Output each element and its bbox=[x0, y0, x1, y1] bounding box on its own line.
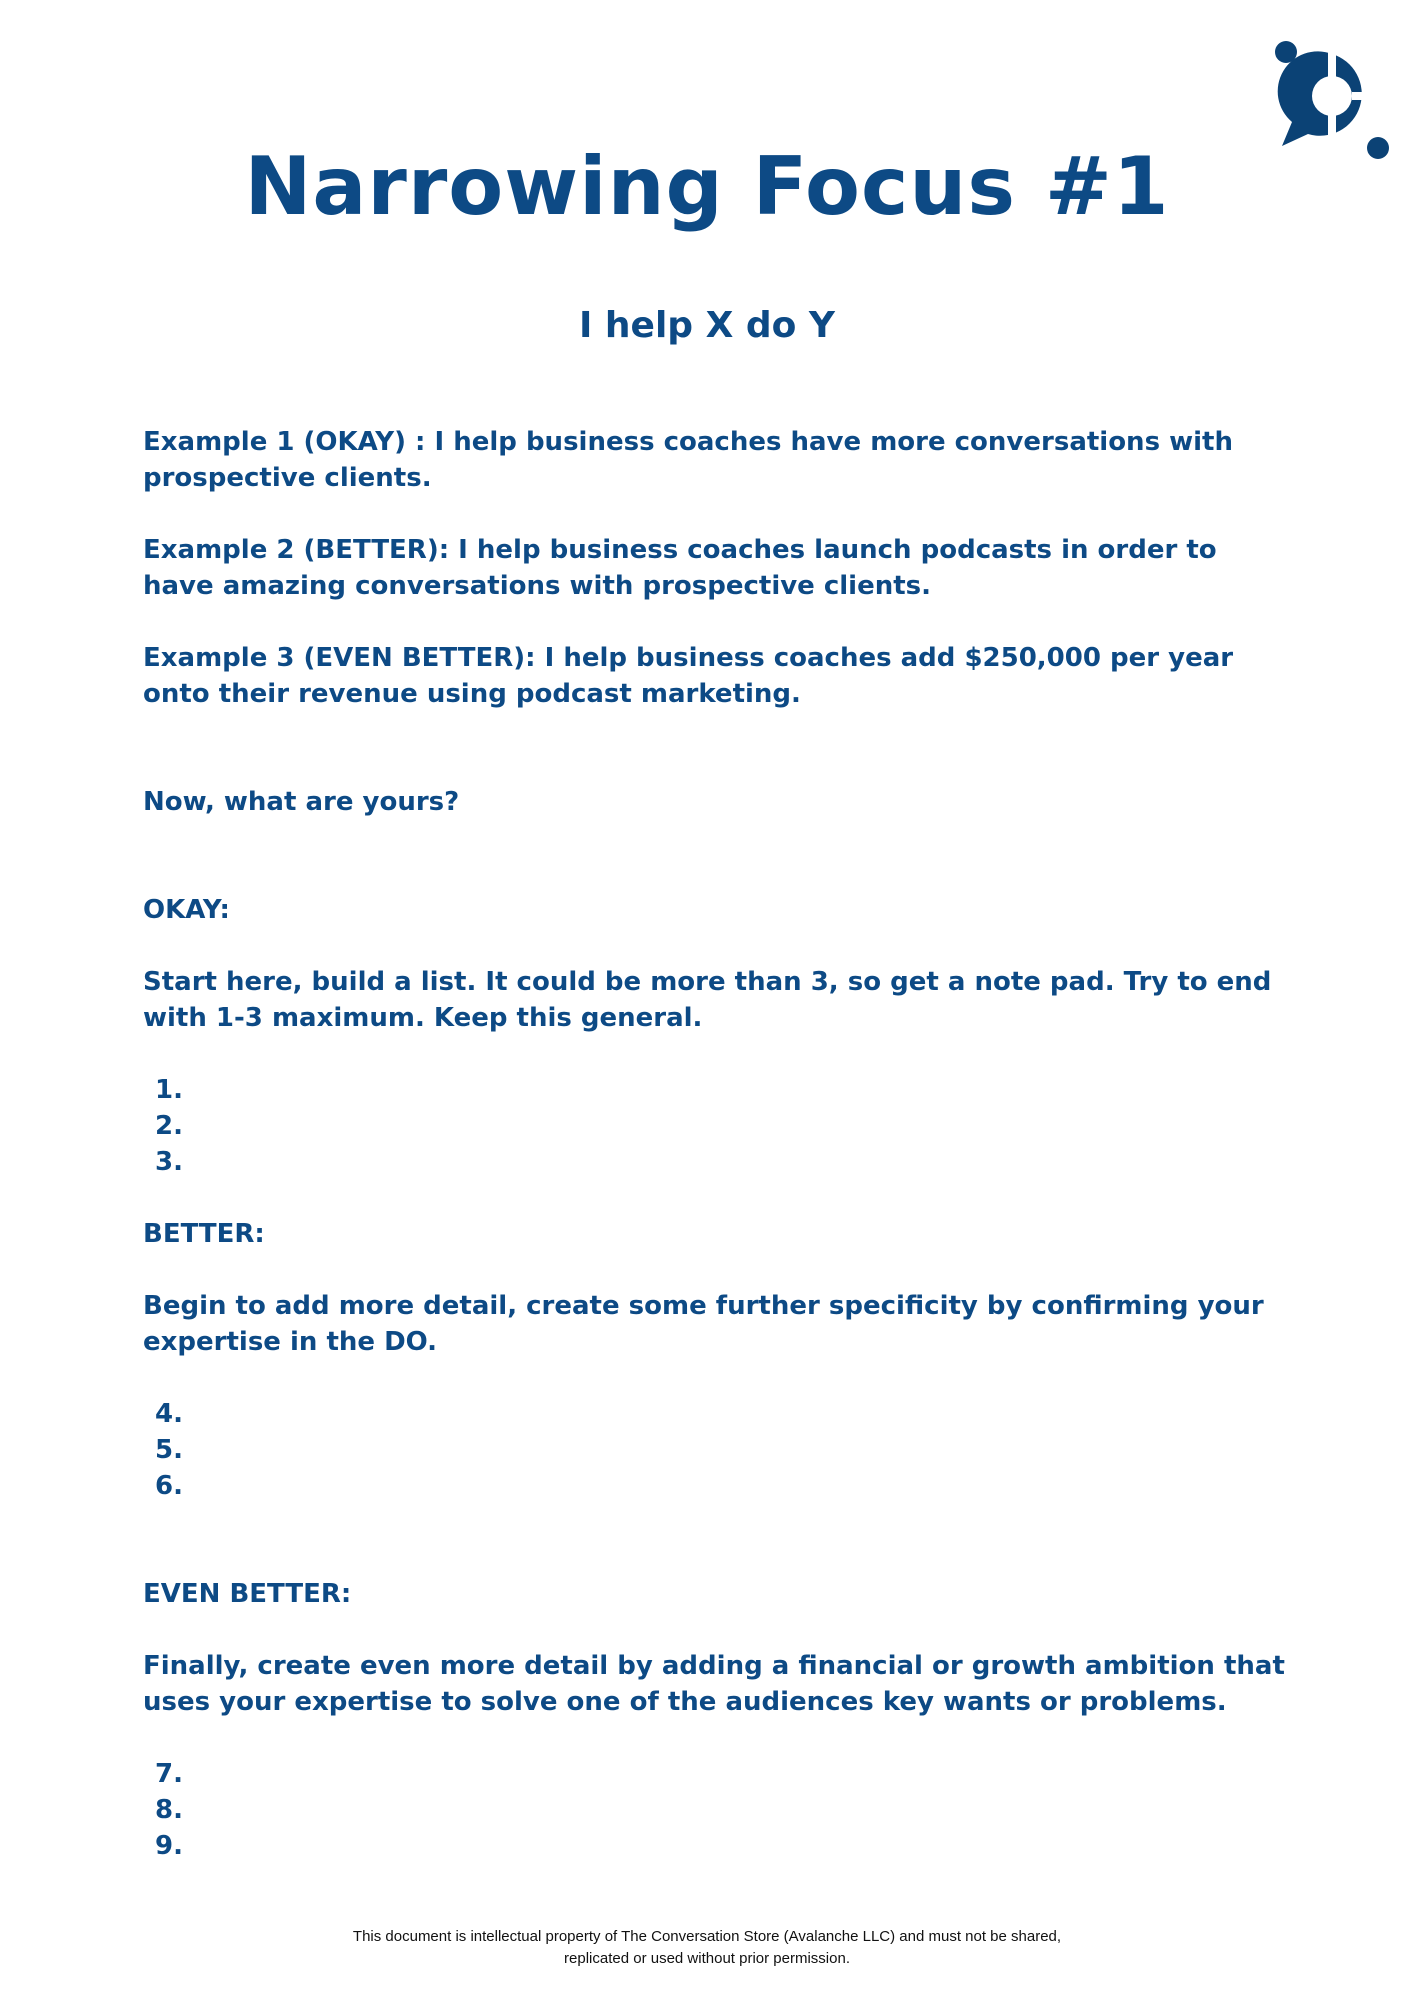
list-item: 8. bbox=[155, 1795, 183, 1825]
list-better bbox=[155, 1396, 183, 1504]
list-item: 4. bbox=[155, 1399, 183, 1429]
list-item: 3. bbox=[155, 1147, 183, 1177]
page-subtitle: I help X do Y bbox=[578, 305, 835, 346]
list-item: 5. bbox=[155, 1435, 183, 1465]
section-heading-even-better: EVEN BETTER: bbox=[143, 1579, 352, 1609]
footer-copyright bbox=[0, 1926, 1414, 1970]
footer-line-2: replicated or used without prior permission. bbox=[564, 1950, 850, 1967]
section-instruction-okay: Start here, build a list. It could be more than 3, so get a note pad. Try to end with 1-3 maximum. Keep this general. bbox=[143, 967, 1272, 1033]
prompt-text: Now, what are yours? bbox=[143, 787, 460, 817]
list-even-better bbox=[155, 1756, 183, 1864]
section-heading-okay: OKAY: bbox=[143, 895, 230, 925]
section-instruction-better: Begin to add more detail, create some further specificity by confirming your expertise in the DO. bbox=[143, 1291, 1264, 1357]
section-heading-better: BETTER: bbox=[143, 1219, 265, 1249]
list-item: 2. bbox=[155, 1111, 183, 1141]
page-title: Narrowing Focus #1 bbox=[244, 140, 1170, 233]
section-instruction-even-better: Finally, create even more detail by adding a financial or growth ambition that uses your expertise to solve one of the audiences key wants or problems. bbox=[143, 1651, 1285, 1717]
footer-line-1: This document is intellectual property of The Conversation Store (Avalanche LLC) and must not be shared, bbox=[352, 1928, 1062, 1945]
list-item: 1. bbox=[155, 1075, 183, 1105]
list-item: 9. bbox=[155, 1831, 183, 1861]
list-okay bbox=[155, 1072, 183, 1180]
example-2: Example 2 (BETTER): I help business coaches launch podcasts in order to have amazing conversations with prospective clients. bbox=[143, 535, 1217, 601]
example-1: Example 1 (OKAY) : I help business coaches have more conversations with prospective clients. bbox=[143, 427, 1233, 493]
list-item: 6. bbox=[155, 1471, 183, 1501]
list-item: 7. bbox=[155, 1759, 183, 1789]
example-3: Example 3 (EVEN BETTER): I help business coaches add $250,000 per year onto their revenue using podcast marketing. bbox=[143, 643, 1234, 709]
